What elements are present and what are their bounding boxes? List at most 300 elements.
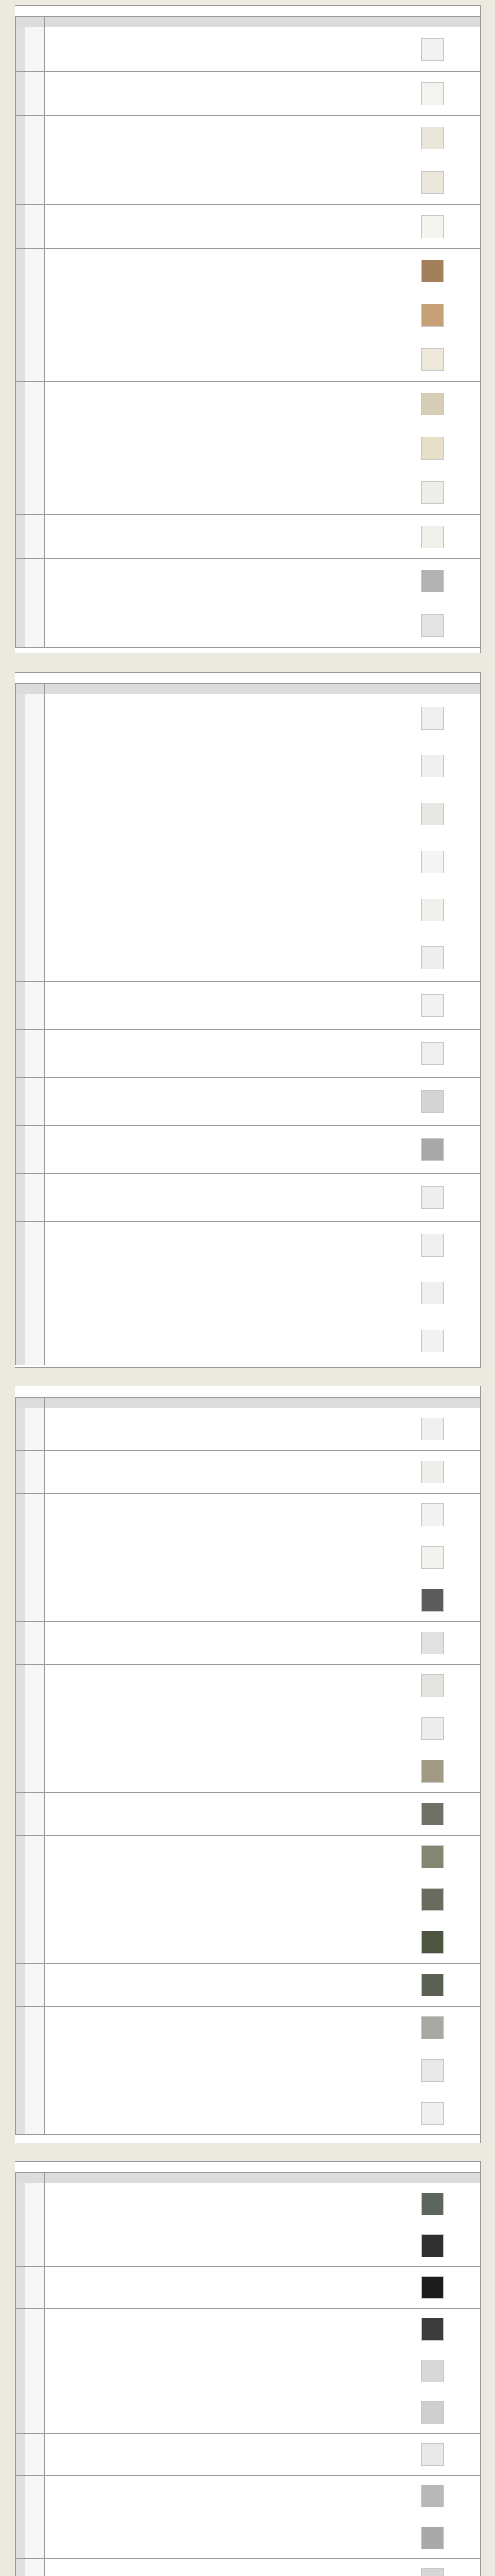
- spec-cell: [153, 116, 189, 160]
- spec-cell: [122, 1750, 153, 1793]
- spec-cell: [153, 1078, 189, 1126]
- spec-cell: [91, 603, 122, 648]
- spec-cell: [45, 2049, 91, 2092]
- category-cell: [16, 2392, 25, 2434]
- spec-cell: [292, 205, 323, 249]
- subcategory-cell: [25, 426, 45, 470]
- spec-cell: [45, 1665, 91, 1707]
- spec-cell: [292, 1126, 323, 1174]
- spec-cell: [122, 470, 153, 515]
- spec-cell: [189, 1665, 292, 1707]
- spec-cell: [323, 2092, 354, 2135]
- spec-cell: [292, 382, 323, 426]
- spec-cell: [91, 1269, 122, 1317]
- spec-cell: [45, 1793, 91, 1836]
- spec-cell: [189, 1222, 292, 1269]
- spec-cell: [91, 790, 122, 838]
- spec-cell: [292, 1964, 323, 2007]
- spec-cell: [91, 72, 122, 116]
- material-swatch: [421, 2527, 444, 2549]
- material-swatch: [421, 1090, 444, 1113]
- spec-cell: [292, 1750, 323, 1793]
- spec-cell: [189, 160, 292, 205]
- column-header: [45, 1398, 91, 1408]
- material-image-cell: [385, 72, 480, 116]
- subcategory-cell: [25, 2517, 45, 2559]
- table-row: [16, 1174, 480, 1222]
- spec-cell: [122, 1408, 153, 1451]
- spec-cell: [292, 982, 323, 1030]
- material-image-cell: [385, 2392, 480, 2434]
- column-header: [91, 684, 122, 694]
- material-swatch: [421, 2102, 444, 2125]
- spec-cell: [45, 2267, 91, 2309]
- subcategory-cell: [25, 249, 45, 293]
- spec-cell: [292, 116, 323, 160]
- spec-cell: [45, 1408, 91, 1451]
- material-swatch: [421, 614, 444, 637]
- spec-cell: [292, 2049, 323, 2092]
- category-cell: [16, 559, 25, 603]
- spec-cell: [323, 1494, 354, 1536]
- spec-cell: [189, 116, 292, 160]
- spec-cell: [45, 205, 91, 249]
- table-row: [16, 116, 480, 160]
- spec-cell: [292, 27, 323, 72]
- material-image-cell: [385, 1174, 480, 1222]
- spec-cell: [354, 1174, 385, 1222]
- spec-cell: [189, 515, 292, 559]
- table-row: [16, 27, 480, 72]
- spec-cell: [189, 2225, 292, 2267]
- material-swatch: [421, 38, 444, 61]
- spec-cell: [292, 1921, 323, 1964]
- spec-cell: [323, 1030, 354, 1078]
- spec-cell: [189, 559, 292, 603]
- column-header: [354, 17, 385, 27]
- spec-table: [15, 16, 480, 648]
- column-header: [323, 1398, 354, 1408]
- material-swatch: [421, 1282, 444, 1304]
- spec-cell: [189, 2007, 292, 2049]
- spec-cell: [122, 2225, 153, 2267]
- material-swatch: [421, 1803, 444, 1825]
- spec-cell: [91, 559, 122, 603]
- spec-cell: [45, 1836, 91, 1878]
- spec-cell: [122, 1269, 153, 1317]
- spec-cell: [323, 426, 354, 470]
- spec-cell: [45, 2183, 91, 2225]
- table-row: [16, 2559, 480, 2576]
- spec-cell: [189, 694, 292, 742]
- spec-cell: [189, 1964, 292, 2007]
- spec-cell: [45, 2434, 91, 2476]
- material-swatch: [421, 707, 444, 730]
- spec-cell: [189, 1793, 292, 1836]
- material-image-cell: [385, 742, 480, 790]
- table-row: [16, 886, 480, 934]
- column-header: [25, 1398, 45, 1408]
- spec-cell: [323, 1665, 354, 1707]
- column-header: [153, 684, 189, 694]
- spec-cell: [292, 1174, 323, 1222]
- spec-cell: [153, 2434, 189, 2476]
- material-image-cell: [385, 1030, 480, 1078]
- subcategory-cell: [25, 205, 45, 249]
- spec-cell: [354, 1836, 385, 1878]
- column-header: [153, 2173, 189, 2183]
- category-cell: [16, 603, 25, 648]
- spec-cell: [45, 1222, 91, 1269]
- spec-cell: [153, 694, 189, 742]
- column-header: [25, 17, 45, 27]
- spec-cell: [354, 382, 385, 426]
- table-header-row: [16, 17, 480, 27]
- spec-cell: [45, 886, 91, 934]
- spec-cell: [323, 337, 354, 382]
- spec-cell: [91, 2434, 122, 2476]
- material-image-cell: [385, 1078, 480, 1126]
- table-row: [16, 694, 480, 742]
- spec-cell: [45, 1174, 91, 1222]
- spec-cell: [153, 790, 189, 838]
- spec-cell: [292, 2476, 323, 2517]
- spec-cell: [354, 72, 385, 116]
- spec-cell: [323, 2183, 354, 2225]
- column-header: [16, 684, 25, 694]
- category-cell: [16, 1793, 25, 1836]
- material-swatch: [421, 2059, 444, 2082]
- spec-cell: [292, 1030, 323, 1078]
- material-image-cell: [385, 559, 480, 603]
- spec-cell: [354, 1317, 385, 1365]
- spec-cell: [91, 160, 122, 205]
- spec-cell: [91, 205, 122, 249]
- category-cell: [16, 886, 25, 934]
- spec-cell: [45, 982, 91, 1030]
- spec-cell: [323, 2434, 354, 2476]
- spec-cell: [91, 694, 122, 742]
- subcategory-cell: [25, 2267, 45, 2309]
- spec-cell: [189, 1408, 292, 1451]
- subcategory-cell: [25, 1707, 45, 1750]
- subcategory-cell: [25, 1126, 45, 1174]
- column-header: [385, 684, 480, 694]
- category-cell: [16, 1921, 25, 1964]
- category-cell: [16, 1964, 25, 2007]
- material-swatch: [421, 899, 444, 921]
- spec-cell: [153, 337, 189, 382]
- spec-cell: [354, 694, 385, 742]
- spec-cell: [153, 559, 189, 603]
- table-row: [16, 1030, 480, 1078]
- subcategory-cell: [25, 2434, 45, 2476]
- spec-cell: [354, 1707, 385, 1750]
- spec-cell: [91, 1707, 122, 1750]
- material-swatch: [421, 1461, 444, 1483]
- spec-cell: [189, 2309, 292, 2350]
- spec-cell: [292, 426, 323, 470]
- spec-cell: [45, 1707, 91, 1750]
- subcategory-cell: [25, 1622, 45, 1665]
- spec-cell: [45, 694, 91, 742]
- table-row: [16, 1579, 480, 1622]
- spec-cell: [354, 2267, 385, 2309]
- spec-cell: [292, 838, 323, 886]
- spec-cell: [91, 1665, 122, 1707]
- spec-cell: [153, 382, 189, 426]
- spec-cell: [122, 293, 153, 337]
- spec-cell: [122, 2476, 153, 2517]
- spec-cell: [45, 426, 91, 470]
- subcategory-cell: [25, 742, 45, 790]
- spec-cell: [45, 603, 91, 648]
- spec-cell: [45, 742, 91, 790]
- material-swatch: [421, 127, 444, 149]
- subcategory-cell: [25, 382, 45, 426]
- table-row: [16, 72, 480, 116]
- column-header: [385, 1398, 480, 1408]
- spec-cell: [45, 249, 91, 293]
- table-row: [16, 1317, 480, 1365]
- subcategory-cell: [25, 1793, 45, 1836]
- spec-cell: [153, 470, 189, 515]
- spec-cell: [45, 1622, 91, 1665]
- spec-cell: [153, 1536, 189, 1579]
- spec-cell: [189, 2476, 292, 2517]
- material-image-cell: [385, 2007, 480, 2049]
- spec-cell: [153, 293, 189, 337]
- category-cell: [16, 1665, 25, 1707]
- spec-cell: [91, 2007, 122, 2049]
- material-swatch: [421, 1330, 444, 1352]
- spec-cell: [122, 27, 153, 72]
- spec-cell: [45, 470, 91, 515]
- spec-cell: [323, 1836, 354, 1878]
- spec-cell: [354, 2476, 385, 2517]
- spec-cell: [354, 1793, 385, 1836]
- spec-cell: [292, 559, 323, 603]
- spec-cell: [354, 1494, 385, 1536]
- subcategory-cell: [25, 559, 45, 603]
- category-cell: [16, 27, 25, 72]
- table-row: [16, 2476, 480, 2517]
- spec-cell: [122, 1836, 153, 1878]
- spec-cell: [323, 382, 354, 426]
- spec-cell: [323, 1622, 354, 1665]
- material-image-cell: [385, 293, 480, 337]
- spec-cell: [323, 1451, 354, 1494]
- subcategory-cell: [25, 1921, 45, 1964]
- column-header: [189, 684, 292, 694]
- spec-cell: [91, 2267, 122, 2309]
- material-swatch: [421, 437, 444, 460]
- spec-cell: [354, 2350, 385, 2392]
- table-row: [16, 2092, 480, 2135]
- spec-cell: [189, 1174, 292, 1222]
- table-row: [16, 1269, 480, 1317]
- material-image-cell: [385, 515, 480, 559]
- category-cell: [16, 982, 25, 1030]
- spec-cell: [354, 1269, 385, 1317]
- table-row: [16, 1793, 480, 1836]
- table-row: [16, 603, 480, 648]
- spec-cell: [153, 2092, 189, 2135]
- table-row: [16, 1222, 480, 1269]
- spec-cell: [323, 1793, 354, 1836]
- spec-cell: [189, 470, 292, 515]
- spec-cell: [354, 2434, 385, 2476]
- category-cell: [16, 337, 25, 382]
- spec-cell: [323, 742, 354, 790]
- spec-cell: [122, 2267, 153, 2309]
- spec-cell: [292, 886, 323, 934]
- spec-cell: [153, 1665, 189, 1707]
- spec-cell: [189, 2183, 292, 2225]
- spec-cell: [91, 1030, 122, 1078]
- spec-cell: [153, 1126, 189, 1174]
- spec-cell: [153, 2559, 189, 2576]
- column-header: [45, 2173, 91, 2183]
- spec-cell: [354, 293, 385, 337]
- spec-cell: [122, 205, 153, 249]
- spec-cell: [292, 2267, 323, 2309]
- spec-cell: [292, 249, 323, 293]
- spec-cell: [323, 2309, 354, 2350]
- material-image-cell: [385, 886, 480, 934]
- material-image-cell: [385, 1494, 480, 1536]
- column-header: [292, 17, 323, 27]
- spec-cell: [153, 1408, 189, 1451]
- material-image-cell: [385, 2559, 480, 2576]
- spec-cell: [45, 27, 91, 72]
- spec-cell: [122, 2309, 153, 2350]
- spec-cell: [323, 1921, 354, 1964]
- spec-cell: [122, 1451, 153, 1494]
- spec-cell: [122, 1921, 153, 1964]
- material-swatch: [421, 1418, 444, 1440]
- subcategory-cell: [25, 1222, 45, 1269]
- subcategory-cell: [25, 1536, 45, 1579]
- column-header: [16, 1398, 25, 1408]
- table-row: [16, 1536, 480, 1579]
- spec-cell: [354, 337, 385, 382]
- spec-cell: [153, 886, 189, 934]
- spec-cell: [45, 1750, 91, 1793]
- material-image-cell: [385, 1707, 480, 1750]
- material-image-cell: [385, 27, 480, 72]
- subcategory-cell: [25, 2092, 45, 2135]
- spec-cell: [292, 1451, 323, 1494]
- material-swatch: [421, 851, 444, 873]
- material-image-cell: [385, 2267, 480, 2309]
- spec-cell: [91, 515, 122, 559]
- spec-cell: [323, 934, 354, 982]
- subcategory-cell: [25, 160, 45, 205]
- spec-cell: [153, 2476, 189, 2517]
- subcategory-cell: [25, 838, 45, 886]
- spec-cell: [292, 2350, 323, 2392]
- spec-cell: [354, 603, 385, 648]
- spec-cell: [354, 515, 385, 559]
- subcategory-cell: [25, 2225, 45, 2267]
- subcategory-cell: [25, 1451, 45, 1494]
- spec-cell: [153, 1174, 189, 1222]
- subcategory-cell: [25, 470, 45, 515]
- spec-cell: [323, 2007, 354, 2049]
- spec-cell: [153, 2267, 189, 2309]
- spec-cell: [153, 2350, 189, 2392]
- spec-cell: [153, 1222, 189, 1269]
- spec-cell: [292, 1665, 323, 1707]
- column-header: [385, 2173, 480, 2183]
- material-image-cell: [385, 934, 480, 982]
- table-row: [16, 1078, 480, 1126]
- spec-cell: [91, 1836, 122, 1878]
- category-cell: [16, 2092, 25, 2135]
- spec-cell: [91, 1126, 122, 1174]
- spec-cell: [91, 2092, 122, 2135]
- spec-cell: [122, 515, 153, 559]
- spec-cell: [189, 1579, 292, 1622]
- material-image-cell: [385, 1408, 480, 1451]
- spec-cell: [354, 2183, 385, 2225]
- spec-cell: [91, 2049, 122, 2092]
- table-row: [16, 160, 480, 205]
- spec-cell: [323, 982, 354, 1030]
- column-header: [354, 684, 385, 694]
- column-header: [354, 1398, 385, 1408]
- subcategory-cell: [25, 2350, 45, 2392]
- category-cell: [16, 1174, 25, 1222]
- category-cell: [16, 934, 25, 982]
- spec-table: [15, 2173, 480, 2576]
- table-row: [16, 1964, 480, 2007]
- material-image-cell: [385, 2309, 480, 2350]
- spec-cell: [323, 116, 354, 160]
- spec-cell: [122, 1878, 153, 1921]
- spec-cell: [91, 27, 122, 72]
- category-cell: [16, 2476, 25, 2517]
- spec-cell: [189, 426, 292, 470]
- spec-cell: [323, 470, 354, 515]
- spec-cell: [292, 603, 323, 648]
- category-cell: [16, 694, 25, 742]
- material-image-cell: [385, 1622, 480, 1665]
- subcategory-cell: [25, 1750, 45, 1793]
- spec-cell: [91, 293, 122, 337]
- spec-cell: [323, 160, 354, 205]
- material-swatch: [421, 1632, 444, 1654]
- material-image-cell: [385, 1878, 480, 1921]
- spec-cell: [153, 2309, 189, 2350]
- spec-cell: [91, 934, 122, 982]
- spec-cell: [189, 2049, 292, 2092]
- subcategory-cell: [25, 293, 45, 337]
- category-cell: [16, 2350, 25, 2392]
- spec-cell: [122, 1494, 153, 1536]
- spec-cell: [122, 2007, 153, 2049]
- spec-cell: [45, 1579, 91, 1622]
- spec-cell: [292, 2092, 323, 2135]
- column-header: [323, 2173, 354, 2183]
- column-header: [354, 2173, 385, 2183]
- spec-cell: [45, 1317, 91, 1365]
- spec-table: [15, 1397, 480, 2135]
- spec-cell: [323, 1408, 354, 1451]
- spec-cell: [122, 1317, 153, 1365]
- spec-cell: [45, 1878, 91, 1921]
